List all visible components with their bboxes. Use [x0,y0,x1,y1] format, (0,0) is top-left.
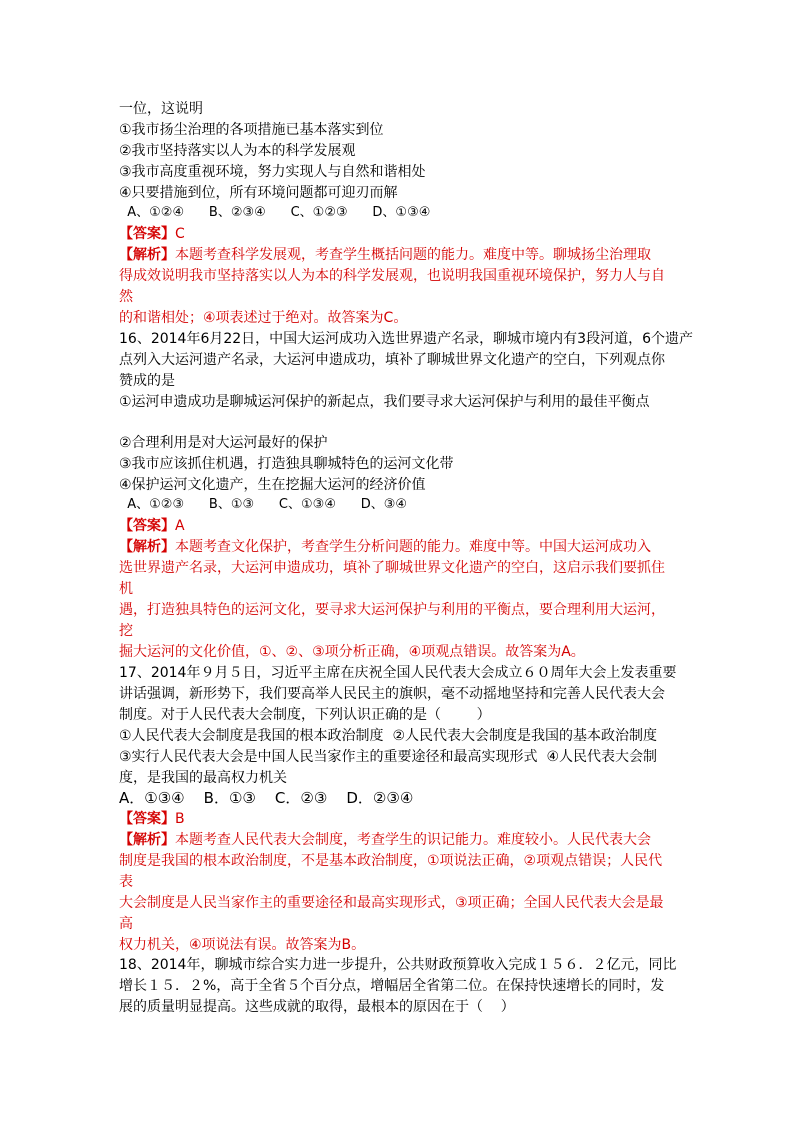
q17-analysis-line-1 [119,830,651,850]
q16-stem-line-2: 点列入大运河遗产名录，大运河申遗成功，填补了聊城世界文化遗产的空白，下列观点你 [119,352,665,368]
answer-tag: 【答案】 [119,518,175,534]
q15-analysis-line-3: 然 [119,289,133,305]
q15-analysis-line-1 [119,245,651,265]
q16-stem-line-1: 16、2014年6月22日，中国大运河成功入选世界遗产名录，聊城市境内有3段河道，6个遗产 [119,331,693,347]
answer-value: A [175,518,185,534]
q16-item-1: ①运河申遗成功是聊城运河保护的新起点，我们要寻求大运河保护与利用的最佳平衡点 [119,394,650,410]
q18-stem-line-1: 18、2014年，聊城市综合实力进一步提升，公共财政预算收入完成１５６．２亿元，同比 [119,957,677,973]
answer-tag: 【答案】 [119,226,175,242]
analysis-text: 本题考查人民代表大会制度，考查学生的识记能力。难度较小。人民代表大会 [175,832,651,848]
q15-options: A、①②④ B、②③④ C、①②③ D、①③④ [119,205,431,220]
q16-analysis-line-6: 掘大运河的文化价值，①、②、③项分析正确，④项观点错误。故答案为A。 [119,644,585,660]
q16-analysis-line-1 [119,537,651,557]
q16-analysis-line-4: 遇，打造独具特色的运河文化，要寻求大运河保护与利用的平衡点，要合理利用大运河， [119,602,665,618]
q17-stem-line-5: ③实行人民代表大会是中国人民当家作主的重要途径和最高实现形式 ④人民代表大会制 [119,749,657,765]
q16-item-3: ③我市应该抓住机遇，打造独具聊城特色的运河文化带 [119,456,454,472]
analysis-text: 本题考查科学发展观，考查学生概括问题的能力。难度中等。聊城扬尘治理取 [175,247,651,263]
q18-stem-line-3: 展的质量明显提高。这些成就的取得，最根本的原因在于（ ） [119,999,515,1015]
q16-item-4: ④保护运河文化遗产，生在挖掘大运河的经济价值 [119,477,426,493]
q17-stem-line-4: ①人民代表大会制度是我国的根本政治制度 ②人民代表大会制度是我国的基本政治制度 [119,728,657,744]
q17-stem-line-2: 讲话强调，新形势下，我们要高举人民民主的旗帜，毫不动摇地坚持和完善人民代表大会 [119,686,665,702]
answer-value: C [175,226,185,242]
q17-analysis-line-6: 权力机关，④项说法有误。故答案为B。 [119,937,366,953]
q17-stem-line-6: 度，是我国的最高权力机关 [119,770,287,786]
q17-options: A．①③④ B．①③ C．②③ D．②③④ [119,789,414,807]
analysis-text: 本题考查文化保护，考查学生分析问题的能力。难度中等。中国大运河成功入 [175,539,651,555]
q17-analysis-line-2: 制度是我国的根本政治制度，不是基本政治制度，①项说法正确，②项观点错误；人民代 [119,853,663,869]
q17-stem-line-1: 17、2014年９月５日，习近平主席在庆祝全国人民代表大会成立６０周年大会上发表重要 [119,665,677,681]
q16-stem-line-3: 赞成的是 [119,373,175,389]
q15-intro: 一位，这说明 [119,101,203,117]
q16-answer [119,516,185,536]
q15-item-4: ④只要措施到位，所有环境问题都可迎刃而解 [119,185,398,201]
analysis-tag: 【解析】 [119,832,175,848]
q16-item-2: ②合理利用是对大运河最好的保护 [119,435,328,451]
answer-tag: 【答案】 [119,811,175,827]
q15-item-3: ③我市高度重视环境，努力实现人与自然和谐相处 [119,164,426,180]
analysis-tag: 【解析】 [119,539,175,555]
q17-analysis-line-5: 高 [119,916,133,932]
analysis-tag: 【解析】 [119,247,175,263]
q16-options: A、①②③ B、①③ C、①③④ D、③④ [119,497,408,512]
q16-analysis-line-3: 机 [119,581,133,597]
q16-analysis-line-5: 挖 [119,623,133,639]
q15-item-1: ①我市扬尘治理的各项措施已基本落实到位 [119,122,384,138]
q15-item-2: ②我市坚持落实以人为本的科学发展观 [119,143,356,159]
q17-analysis-line-4: 大会制度是人民当家作主的重要途径和最高实现形式，③项正确；全国人民代表大会是最 [119,895,664,911]
q17-analysis-line-3: 表 [119,874,133,890]
q16-analysis-line-2: 选世界遗产名录，大运河申遗成功，填补了聊城世界文化遗产的空白，这启示我们要抓住 [119,560,665,576]
q17-answer [119,809,185,829]
q15-answer [119,224,185,244]
q15-analysis-line-4: 的和谐相处；④项表述过于绝对。故答案为C。 [119,310,408,326]
q18-stem-line-2: 增长１５．２%，高于全省５个百分点，增幅居全省第二位。在保持快速增长的同时，发 [119,978,665,994]
answer-value: B [175,811,185,827]
q17-stem-line-3: 制度。对于人民代表大会制度，下列认识正确的是（ ） [119,707,491,723]
q15-analysis-line-2: 得成效说明我市坚持落实以人为本的科学发展观，也说明我国重视环境保护，努力人与自 [119,268,665,284]
